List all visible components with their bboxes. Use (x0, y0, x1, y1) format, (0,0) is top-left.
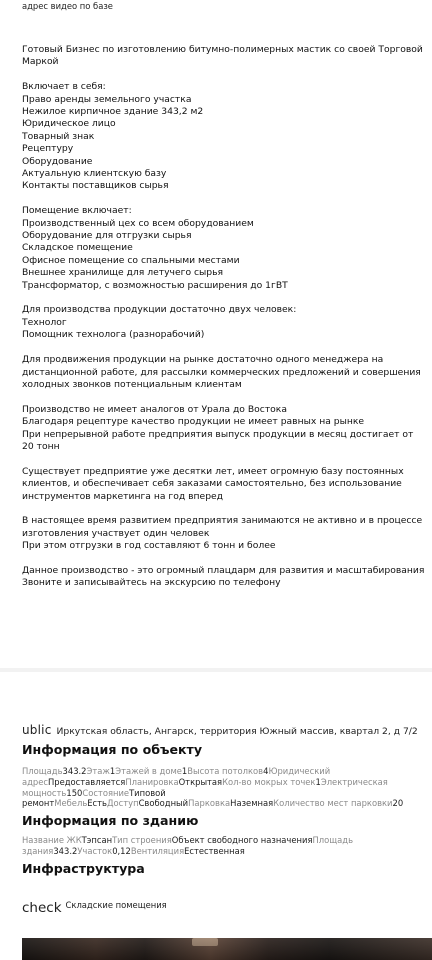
building-info-fields (22, 835, 430, 857)
public-icon: ublic (22, 723, 52, 737)
description-line: Помощник технолога (разнорабочий) (22, 329, 205, 341)
field-value: 0,12 (112, 845, 131, 856)
description-line: Внешнее хранилище для летучего сырья (22, 267, 224, 279)
description-line: Рецептуру (22, 143, 74, 155)
description-line: Для продвижения продукции на рынке достаточно одного менеджера на дистанционной работе, для рассылки коммерческих предложений и совершения холодных звонков потенциальным клиентам (22, 354, 421, 390)
description-line: При непрерывной работе предприятия выпуск продукции в месяц достигает от 20 тонн (22, 428, 414, 452)
description-paragraph (22, 515, 426, 552)
description-line: Товарный знак (22, 130, 95, 142)
description-paragraph (22, 304, 426, 341)
field-value: 20 (392, 798, 404, 809)
description-line: Оборудование (22, 155, 93, 167)
description-line: В настоящее время развитием предприятия занимаются не активно и в процессе изготовления участвует один человек (22, 515, 423, 539)
field-key: Площадь здания (22, 835, 354, 856)
object-info-title: Информация по объекту (22, 742, 203, 757)
description-paragraph (22, 44, 426, 69)
field-key: Мебель (54, 798, 88, 809)
field-value: Предоставляется (48, 776, 126, 787)
field-value: Открытая (178, 776, 223, 787)
description-paragraph (22, 354, 426, 391)
building-info-title: Информация по зданию (22, 813, 199, 828)
description-line: Для производства продукции достаточно двух человек: (22, 304, 297, 316)
field-value: Наземная (230, 798, 274, 809)
field-key: Парковка (188, 798, 231, 809)
infrastructure-item-label: Складские помещения (65, 900, 167, 910)
description-line: Нежилое кирпичное здание 343,2 м2 (22, 106, 204, 118)
description-line: Производственный цех со всем оборудованием (22, 217, 254, 229)
photo-shade (22, 938, 432, 960)
field-value: 343.2 (62, 766, 87, 776)
field-value: 1 (181, 766, 188, 776)
infrastructure-title: Инфраструктура (22, 861, 145, 876)
section-divider (0, 668, 432, 672)
field-value: Естественная (184, 845, 245, 856)
description-paragraph (22, 81, 426, 193)
description-line: Оборудование для отгрузки сырья (22, 230, 192, 242)
description-line: Благодаря рецептуре качество продукции не имеет равных на рынке (22, 416, 365, 428)
field-key: Участок (77, 845, 113, 856)
field-value: 1 (315, 776, 321, 787)
description-paragraph (22, 565, 426, 590)
object-info-fields (22, 766, 430, 809)
field-key: Электрическая мощность (22, 776, 388, 798)
field-key: Площадь (22, 766, 63, 776)
field-value: Свободный (138, 798, 189, 809)
field-value: 343.2 (53, 845, 78, 856)
field-key: Этаж (86, 766, 110, 776)
field-key: Состояние (82, 787, 130, 798)
infrastructure-item (22, 900, 167, 916)
description-line: Актуальную клиентскую базу (22, 168, 167, 180)
field-value: Объект свободного назначения (171, 835, 313, 845)
field-value: 1 (109, 766, 116, 776)
field-key: Этажей в доме (115, 766, 182, 776)
description-line: Складское помещение (22, 242, 133, 254)
description-line: Данное производство - это огромный плацдарм для развития и масштабирования (22, 564, 425, 576)
field-key: Название ЖК (22, 835, 82, 845)
address-row (22, 723, 418, 737)
description-paragraph (22, 404, 426, 454)
field-value: 150 (66, 787, 83, 798)
description-line: При этом отгрузки в год составляют 6 тонн и более (22, 540, 276, 552)
field-key: Планировка (125, 776, 179, 787)
description-line: Производство не имеет аналогов от Урала до Востока (22, 403, 287, 415)
description-line: Трансформатор, с возможностью расширения до 1гВТ (22, 279, 288, 291)
field-key: Тип строения (112, 835, 172, 845)
description-line: Юридическое лицо (22, 118, 116, 130)
check-icon: check (22, 900, 62, 916)
description-line: Включает в себя: (22, 81, 106, 93)
address-text: Иркутская область, Ангарск, территория Южный массив, квартал 2, д 7/2 (56, 726, 418, 737)
field-key: Кол-во мокрых точек (222, 776, 316, 787)
description-line: Контакты поставщиков сырья (22, 180, 169, 192)
description-paragraph (22, 466, 426, 503)
description-paragraph (22, 205, 426, 292)
description-line: Готовый Бизнес по изготовлению битумно-полимерных мастик со своей Торговой Маркой (22, 44, 423, 68)
field-key: Вентиляция (130, 845, 185, 856)
description-line: Право аренды земельного участка (22, 93, 192, 105)
description-line: Офисное помещение со спальными местами (22, 254, 240, 266)
field-value: Типовой ремонт (22, 787, 166, 809)
description-line: Существует предприятие уже десятки лет, имеет огромную базу постоянных клиентов, и обеспечивает себя заказами самостоятельно, без использование инструментов маркетинга на год вперед (22, 465, 404, 502)
field-key: Юридический адрес (22, 766, 331, 787)
field-key: Доступ (106, 798, 139, 809)
description-line: Звоните и записывайтесь на экскурсию по телефону (22, 577, 281, 589)
field-value: 4 (263, 766, 269, 776)
field-value: Тэпсан (81, 835, 113, 845)
field-value: Есть (87, 798, 107, 809)
field-key: Высота потолков (187, 766, 264, 776)
video-address-caption: адрес видео по базе (22, 1, 113, 11)
field-key: Количество мест парковки (273, 798, 393, 809)
description-line: Помещение включает: (22, 205, 132, 217)
listing-photo[interactable] (22, 938, 432, 960)
description-line: Технолог (22, 316, 67, 328)
listing-description (22, 44, 426, 602)
